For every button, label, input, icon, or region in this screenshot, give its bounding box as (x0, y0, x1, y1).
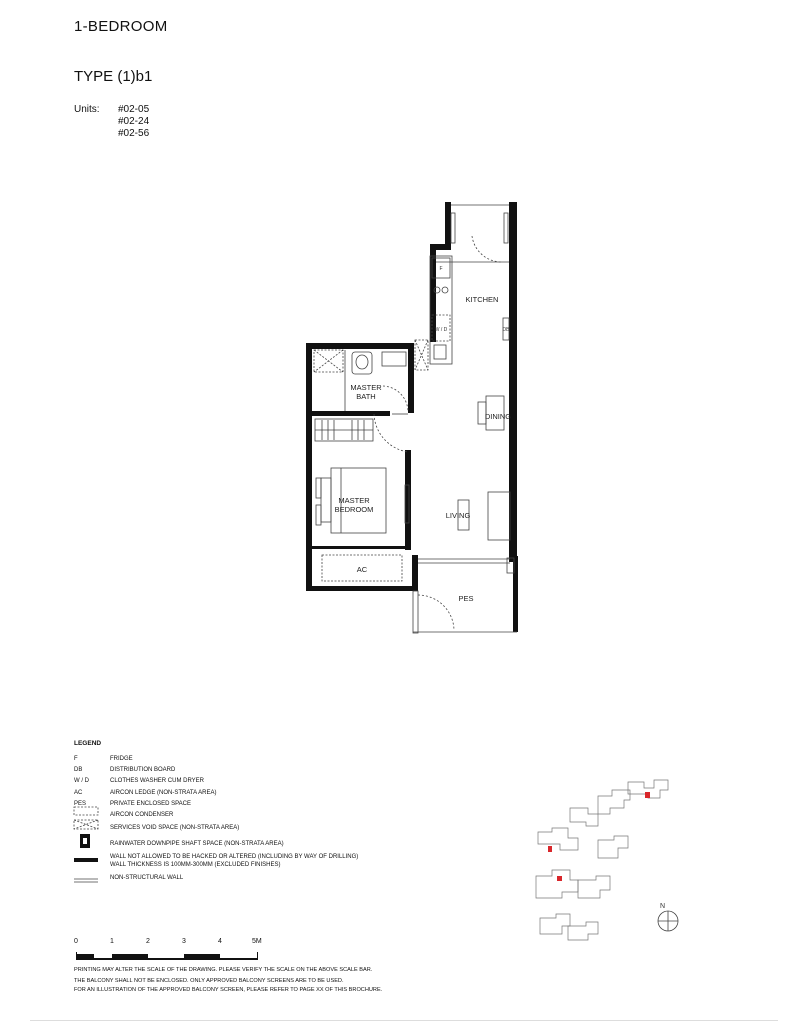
legend-text: DISTRIBUTION BOARD (110, 767, 176, 774)
room-label-master-bath: MASTER (350, 383, 382, 392)
legend-text: CLOTHES WASHER CUM DRYER (110, 778, 205, 785)
legend-item (74, 754, 434, 765)
legend-key: DB (74, 767, 83, 774)
legend-item (74, 835, 434, 853)
room-label-kitchen: KITCHEN (465, 295, 499, 304)
legend-text: NON-STRUCTURAL WALL (110, 875, 184, 882)
legend-text: PRIVATE ENCLOSED SPACE (110, 800, 192, 807)
legend-key: AC (74, 789, 83, 796)
scale-label: 0 (74, 938, 78, 945)
north-compass-icon (658, 911, 678, 931)
fridge-tag: F (439, 266, 443, 272)
room-label-dining: DINING (484, 412, 512, 421)
key-plan (536, 780, 668, 940)
unit-type-title: TYPE (1)b1 (74, 68, 153, 85)
room-label-master-bedroom: BEDROOM (334, 505, 374, 514)
legend-key: W / D (74, 778, 89, 785)
legend-title: LEGEND (74, 740, 102, 747)
legend-item (74, 765, 434, 776)
legend-item (74, 873, 434, 884)
units-label: Units: (74, 104, 100, 115)
legend-text: WALL NOT ALLOWED TO BE HACKED OR ALTERED (INCLUDING BY WAY OF DRILLING) (110, 854, 359, 861)
legend-text: WALL THICKNESS IS 100MM-300MM (EXCLUDED FINISHES) (110, 862, 281, 869)
footer-divider (30, 1020, 778, 1021)
scale-bar (76, 952, 258, 960)
legend-text: AIRCON LEDGE (NON-STRATA AREA) (110, 789, 217, 796)
room-label-living: LIVING (445, 511, 471, 520)
disclaimer-notes (74, 966, 474, 996)
room-label-master-bath: BATH (356, 392, 376, 401)
room-label-master-bedroom: MASTER (338, 496, 370, 505)
legend-item (74, 788, 434, 799)
key-plan-highlight (548, 792, 650, 881)
unit-number: #02-24 (118, 116, 150, 127)
legend (74, 754, 434, 884)
scale-label: 4 (218, 938, 222, 945)
note-text: THE BALCONY SHALL NOT BE ENCLOSED. ONLY APPROVED BALCONY SCREENS ARE TO BE USED. (74, 977, 344, 984)
legend-item (74, 810, 434, 821)
legend-text: AIRCON CONDENSER (110, 811, 174, 818)
washer-tag: W / D (434, 327, 448, 333)
page-heading: 1-BEDROOM (74, 18, 168, 35)
scale-label: 3 (182, 938, 186, 945)
legend-text: SERVICES VOID SPACE (NON-STRATA AREA) (110, 824, 240, 831)
legend-key: F (74, 756, 78, 762)
legend-key: PES (74, 800, 87, 807)
db-tag: DB (502, 327, 510, 333)
legend-text: FRIDGE (110, 756, 133, 762)
north-label: N (660, 903, 666, 910)
scale-label: 2 (146, 938, 150, 945)
unit-number: #02-05 (118, 104, 150, 115)
legend-item (74, 776, 434, 787)
scale-label: 5M (252, 938, 262, 945)
legend-item (74, 799, 434, 810)
room-label-ac: AC (356, 565, 368, 574)
legend-text: RAINWATER DOWNPIPE SHAFT SPACE (NON-STRATA AREA) (110, 840, 284, 847)
note-text: PRINTING MAY ALTER THE SCALE OF THE DRAWING. PLEASE VERIFY THE SCALE ON THE ABOVE SCALE BAR. (74, 967, 373, 973)
legend-item (74, 853, 434, 873)
legend-item (74, 821, 434, 835)
room-label-pes: PES (458, 594, 474, 603)
unit-number: #02-56 (118, 128, 150, 139)
note-text: FOR AN ILLUSTRATION OF THE APPROVED BALCONY SCREEN, PLEASE REFER TO PAGE XX OF THIS BROCHURE. (74, 986, 383, 993)
scale-label: 1 (110, 938, 114, 945)
